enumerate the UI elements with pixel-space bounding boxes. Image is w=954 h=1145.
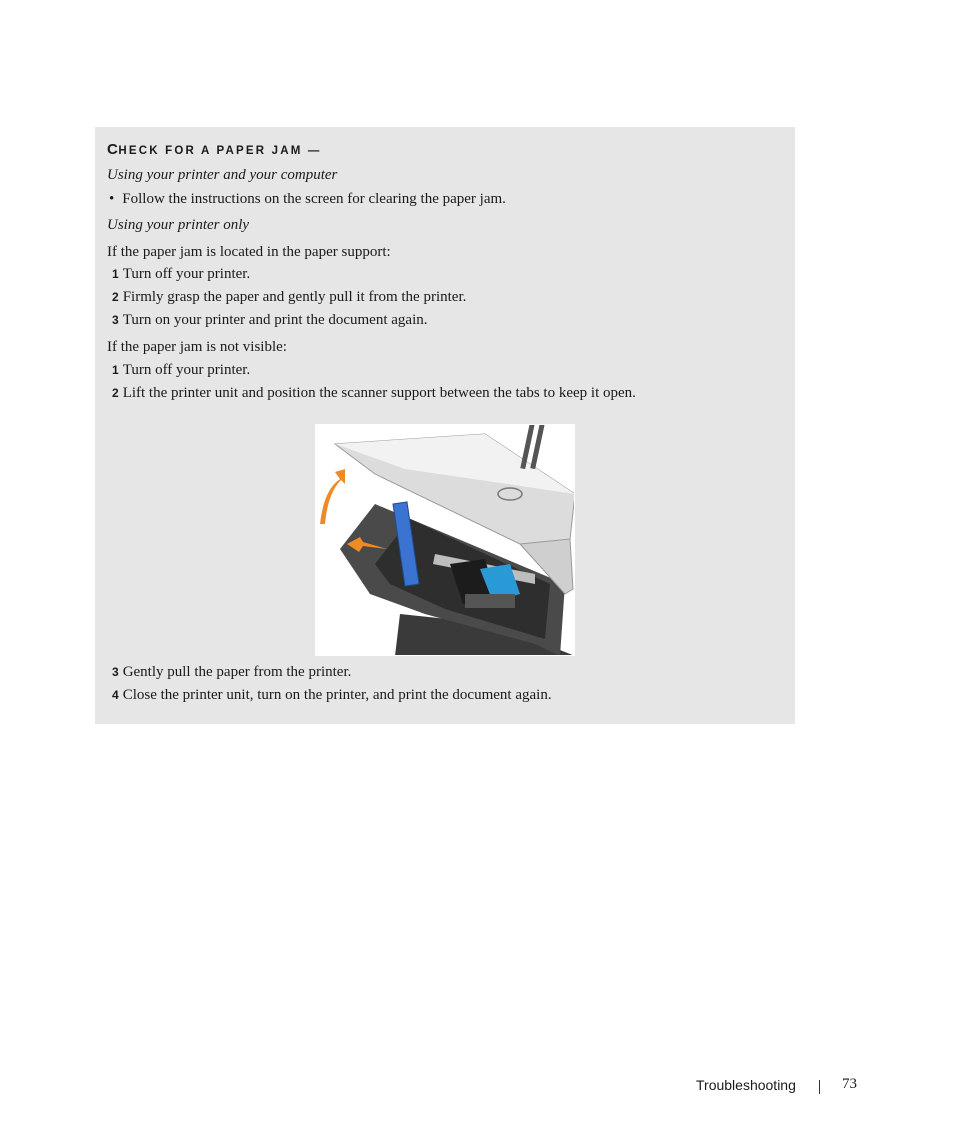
- printer-illustration: [315, 424, 575, 656]
- printer-illustration-icon: [315, 424, 575, 656]
- intro-not-visible: If the paper jam is not visible:: [107, 339, 287, 355]
- footer-section-title: Troubleshooting: [696, 1077, 796, 1093]
- step-item: [112, 385, 636, 402]
- step-item: [112, 664, 351, 681]
- heading-initial: C: [107, 141, 119, 158]
- step-text: Turn off your printer.: [122, 266, 251, 282]
- bullet-icon: •: [109, 191, 115, 207]
- subheading-printer-and-computer: Using your printer and your computer: [107, 167, 338, 183]
- step-number: 3: [112, 313, 119, 327]
- intro-paper-support: If the paper jam is located in the paper support:: [107, 244, 391, 260]
- lift-arrow: [320, 469, 345, 524]
- step-number: 4: [112, 688, 119, 702]
- bullet-item: [109, 191, 506, 208]
- step-item: [112, 362, 250, 379]
- step-text: Turn on your printer and print the document again.: [122, 312, 428, 328]
- step-text: Lift the printer unit and position the scanner support between the tabs to keep it open.: [122, 385, 636, 401]
- footer-divider: [819, 1080, 820, 1094]
- step-number: 2: [112, 290, 119, 304]
- step-number: 1: [112, 267, 119, 281]
- step-text: Firmly grasp the paper and gently pull it from the printer.: [122, 289, 467, 305]
- step-number: 2: [112, 386, 119, 400]
- section-heading: [107, 141, 322, 158]
- step-number: 1: [112, 363, 119, 377]
- page-number: 73: [842, 1076, 857, 1092]
- subheading-printer-only: Using your printer only: [107, 217, 250, 233]
- step-item: [112, 266, 250, 283]
- step-text: Turn off your printer.: [122, 362, 251, 378]
- step-text: Close the printer unit, turn on the printer, and print the document again.: [122, 687, 552, 703]
- carriage-holder: [465, 594, 515, 608]
- step-item: [112, 312, 428, 329]
- heading-rest: HECK FOR A PAPER JAM —: [118, 145, 322, 157]
- step-text: Gently pull the paper from the printer.: [122, 664, 352, 680]
- bullet-text: Follow the instructions on the screen for clearing the paper jam.: [122, 191, 506, 207]
- step-number: 3: [112, 665, 119, 679]
- step-item: [112, 289, 466, 306]
- step-item: [112, 687, 552, 704]
